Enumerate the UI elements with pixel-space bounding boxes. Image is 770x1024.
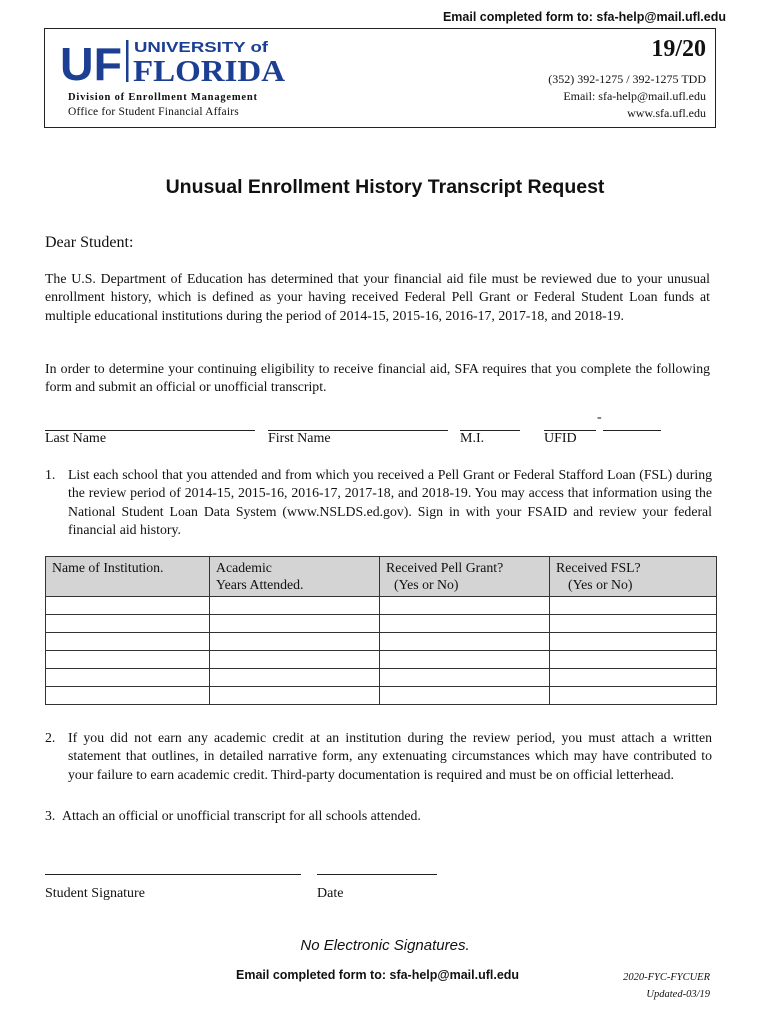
contact-phone: (352) 392-1275 / 392-1275 TDD (548, 72, 706, 86)
student-signature-label: Student Signature (45, 886, 145, 901)
item-3-number: 3. (45, 808, 56, 823)
institution-table (45, 556, 717, 705)
bottom-email-instruction: Email completed form to: sfa-help@mail.ufl.edu (236, 968, 520, 982)
top-email-instruction: Email completed form to: sfa-help@mail.ufl.edu (442, 10, 726, 24)
table-row (46, 597, 717, 615)
intro-paragraph: The U.S. Department of Education has determined that your financial aid file must be reviewed due to your unusual enrollment history, which is defined as your having received Federal Pell Grant or Federal Student Loan funds at multiple educational institutions during the period of 2014-15, 2015-16, 2016-17, 2017-18, and 2018-19. (45, 271, 710, 323)
first-name-label: First Name (268, 431, 331, 446)
pell-cell[interactable] (380, 615, 550, 633)
logo-florida: FLORIDA (133, 53, 286, 84)
no-electronic-signatures-notice: No Electronic Signatures. (300, 937, 470, 954)
pell-cell[interactable] (380, 669, 550, 687)
aid-year: 19/20 (651, 36, 706, 62)
fsl-cell[interactable] (550, 615, 717, 633)
uf-logo (60, 38, 286, 84)
instruction-item-3 (45, 807, 712, 825)
item-2-text: If you did not earn any academic credit at an institution during the review period, you must attach a written statement that outlines, in detailed narrative form, any extenuating circumstances which may have contributed to your failure to earn academic credit. Third-party documentation is required and must be on official letterhead. (68, 730, 712, 782)
office-name: Office for Student Financial Affairs (68, 106, 239, 118)
institution-cell[interactable] (46, 651, 210, 669)
date-label: Date (317, 886, 344, 901)
student-signature-input[interactable] (45, 874, 301, 875)
form-updated-date: Updated-03/19 (646, 989, 710, 1000)
col-header-fsl: Received FSL? (Yes or No) (550, 557, 717, 597)
pell-cell[interactable] (380, 597, 550, 615)
greeting: Dear Student: (45, 234, 134, 251)
institution-cell[interactable] (46, 687, 210, 705)
fsl-cell[interactable] (550, 597, 717, 615)
table-row (46, 651, 717, 669)
fsl-cell[interactable] (550, 633, 717, 651)
years-cell[interactable] (210, 651, 380, 669)
col-header-years: Academic Years Attended. (210, 557, 380, 597)
table-row (46, 669, 717, 687)
years-cell[interactable] (210, 615, 380, 633)
mi-label: M.I. (460, 431, 485, 446)
pell-cell[interactable] (380, 687, 550, 705)
table-row (46, 615, 717, 633)
table-row (46, 633, 717, 651)
ufid-dash: - (597, 410, 602, 425)
institution-cell[interactable] (46, 597, 210, 615)
institution-cell[interactable] (46, 633, 210, 651)
years-cell[interactable] (210, 669, 380, 687)
fsl-cell[interactable] (550, 687, 717, 705)
form-title: Unusual Enrollment History Transcript Request (165, 176, 605, 198)
col-header-pell: Received Pell Grant? (Yes or No) (380, 557, 550, 597)
instruction-paragraph: In order to determine your continuing eligibility to receive financial aid, SFA requires that you complete the following form and submit an official or unofficial transcript. (45, 361, 710, 395)
ufid-input-part2[interactable] (603, 430, 661, 431)
years-cell[interactable] (210, 597, 380, 615)
item-1-number: 1. (45, 467, 56, 482)
date-input[interactable] (317, 874, 437, 875)
logo-university-of: UNIVERSITY of (134, 40, 269, 56)
item-2-number: 2. (45, 730, 56, 745)
ufid-label: UFID (544, 431, 577, 446)
col-header-institution: Name of Institution. (46, 557, 210, 597)
instruction-item-1 (45, 466, 712, 539)
years-cell[interactable] (210, 633, 380, 651)
logo-divider (126, 40, 129, 82)
item-3-text: Attach an official or unofficial transcript for all schools attended. (62, 808, 421, 823)
pell-cell[interactable] (380, 633, 550, 651)
fsl-cell[interactable] (550, 651, 717, 669)
fsl-cell[interactable] (550, 669, 717, 687)
table-header-row (46, 557, 717, 597)
contact-email: Email: sfa-help@mail.ufl.edu (563, 89, 706, 103)
institution-cell[interactable] (46, 615, 210, 633)
form-code: 2020-FYC-FYCUER (623, 972, 710, 983)
contact-website: www.sfa.ufl.edu (627, 106, 706, 120)
last-name-label: Last Name (45, 431, 107, 446)
years-cell[interactable] (210, 687, 380, 705)
table-row (46, 687, 717, 705)
instruction-item-2 (45, 729, 712, 784)
pell-cell[interactable] (380, 651, 550, 669)
division-name: Division of Enrollment Management (68, 92, 258, 103)
institution-cell[interactable] (46, 669, 210, 687)
item-1-text: List each school that you attended and from which you received a Pell Grant or Federal Stafford Loan (FSL) during the review period of 2014-15, 2015-16, 2016-17, 2017-18, and 2018-19. You may access that information using the National Student Loan Data System (www.NSLDS.ed.gov). Sign in with your FSAID and review your federal financial aid history. (68, 467, 712, 537)
uf-mark: UF (60, 38, 122, 84)
